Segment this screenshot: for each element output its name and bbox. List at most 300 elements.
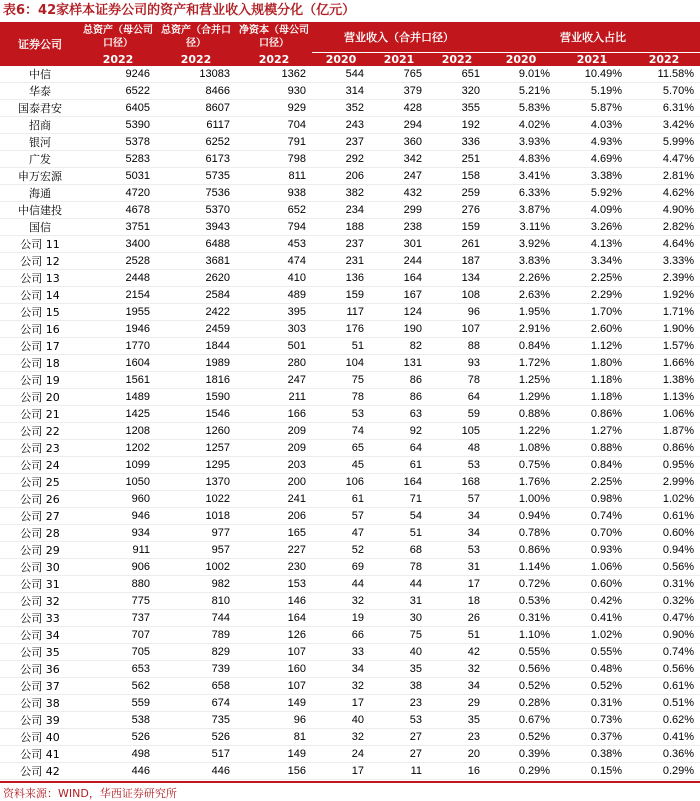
value-cell: 2620 <box>156 270 236 287</box>
value-cell: 4.90% <box>628 202 700 219</box>
value-cell: 526 <box>156 729 236 746</box>
value-cell: 336 <box>428 134 486 151</box>
value-cell: 211 <box>236 389 312 406</box>
value-cell: 0.74% <box>628 644 700 661</box>
value-cell: 107 <box>428 321 486 338</box>
value-cell: 1.80% <box>556 355 628 372</box>
value-cell: 1202 <box>80 440 156 457</box>
value-cell: 106 <box>312 474 370 491</box>
value-cell: 160 <box>236 661 312 678</box>
value-cell: 791 <box>236 134 312 151</box>
table-row <box>0 644 700 661</box>
value-cell: 395 <box>236 304 312 321</box>
value-cell: 929 <box>236 100 312 117</box>
value-cell: 51 <box>370 525 428 542</box>
value-cell: 6488 <box>156 236 236 253</box>
company-name-cell: 公司 38 <box>0 695 80 712</box>
value-cell: 5370 <box>156 202 236 219</box>
value-cell: 2422 <box>156 304 236 321</box>
value-cell: 811 <box>236 168 312 185</box>
value-cell: 2.60% <box>556 321 628 338</box>
value-cell: 59 <box>428 406 486 423</box>
header-year: 2022 <box>156 53 236 67</box>
table-row <box>0 763 700 780</box>
value-cell: 4.09% <box>556 202 628 219</box>
value-cell: 206 <box>312 168 370 185</box>
table-row <box>0 389 700 406</box>
value-cell: 739 <box>156 661 236 678</box>
value-cell: 342 <box>370 151 428 168</box>
value-cell: 11.58% <box>628 66 700 83</box>
value-cell: 2.91% <box>486 321 556 338</box>
table-row <box>0 712 700 729</box>
value-cell: 209 <box>236 440 312 457</box>
value-cell: 0.55% <box>556 644 628 661</box>
value-cell: 164 <box>236 610 312 627</box>
value-cell: 0.86% <box>486 542 556 559</box>
value-cell: 562 <box>80 678 156 695</box>
value-cell: 5378 <box>80 134 156 151</box>
table-row <box>0 695 700 712</box>
table-row <box>0 661 700 678</box>
value-cell: 3.11% <box>486 219 556 236</box>
value-cell: 96 <box>236 712 312 729</box>
header-year: 2020 <box>312 53 370 67</box>
value-cell: 230 <box>236 559 312 576</box>
value-cell: 1425 <box>80 406 156 423</box>
company-name-cell: 公司 29 <box>0 542 80 559</box>
value-cell: 789 <box>156 627 236 644</box>
value-cell: 53 <box>428 457 486 474</box>
value-cell: 276 <box>428 202 486 219</box>
value-cell: 707 <box>80 627 156 644</box>
value-cell: 1.12% <box>556 338 628 355</box>
company-name-cell: 公司 25 <box>0 474 80 491</box>
value-cell: 4678 <box>80 202 156 219</box>
value-cell: 906 <box>80 559 156 576</box>
value-cell: 299 <box>370 202 428 219</box>
value-cell: 1.02% <box>628 491 700 508</box>
value-cell: 34 <box>428 525 486 542</box>
value-cell: 1257 <box>156 440 236 457</box>
table-row <box>0 440 700 457</box>
value-cell: 1.57% <box>628 338 700 355</box>
value-cell: 158 <box>428 168 486 185</box>
value-cell: 934 <box>80 525 156 542</box>
value-cell: 1370 <box>156 474 236 491</box>
value-cell: 168 <box>428 474 486 491</box>
value-cell: 1489 <box>80 389 156 406</box>
company-name-cell: 银河 <box>0 134 80 151</box>
value-cell: 1989 <box>156 355 236 372</box>
value-cell: 1.08% <box>486 440 556 457</box>
value-cell: 0.94% <box>486 508 556 525</box>
company-name-cell: 公司 23 <box>0 440 80 457</box>
value-cell: 303 <box>236 321 312 338</box>
value-cell: 1955 <box>80 304 156 321</box>
value-cell: 2.26% <box>486 270 556 287</box>
value-cell: 1022 <box>156 491 236 508</box>
value-cell: 23 <box>428 729 486 746</box>
value-cell: 86 <box>370 372 428 389</box>
value-cell: 52 <box>312 542 370 559</box>
value-cell: 30 <box>370 610 428 627</box>
value-cell: 559 <box>80 695 156 712</box>
value-cell: 474 <box>236 253 312 270</box>
value-cell: 2459 <box>156 321 236 338</box>
company-name-cell: 申万宏源 <box>0 168 80 185</box>
value-cell: 653 <box>80 661 156 678</box>
company-name-cell: 公司 19 <box>0 372 80 389</box>
value-cell: 2584 <box>156 287 236 304</box>
value-cell: 0.32% <box>628 593 700 610</box>
value-cell: 1018 <box>156 508 236 525</box>
value-cell: 0.55% <box>486 644 556 661</box>
value-cell: 192 <box>428 117 486 134</box>
value-cell: 23 <box>370 695 428 712</box>
value-cell: 446 <box>156 763 236 780</box>
value-cell: 64 <box>370 440 428 457</box>
value-cell: 63 <box>370 406 428 423</box>
value-cell: 19 <box>312 610 370 627</box>
table-row <box>0 508 700 525</box>
value-cell: 982 <box>156 576 236 593</box>
table-row <box>0 576 700 593</box>
table-row <box>0 457 700 474</box>
header-company: 证券公司 <box>0 22 80 66</box>
value-cell: 61 <box>312 491 370 508</box>
table-row <box>0 168 700 185</box>
company-name-cell: 公司 12 <box>0 253 80 270</box>
value-cell: 292 <box>312 151 370 168</box>
value-cell: 10.49% <box>556 66 628 83</box>
value-cell: 4.02% <box>486 117 556 134</box>
value-cell: 651 <box>428 66 486 83</box>
value-cell: 410 <box>236 270 312 287</box>
value-cell: 259 <box>428 185 486 202</box>
value-cell: 428 <box>370 100 428 117</box>
value-cell: 946 <box>80 508 156 525</box>
value-cell: 51 <box>312 338 370 355</box>
value-cell: 166 <box>236 406 312 423</box>
value-cell: 0.52% <box>556 678 628 695</box>
value-cell: 149 <box>236 746 312 763</box>
table-row <box>0 321 700 338</box>
value-cell: 0.56% <box>628 559 700 576</box>
value-cell: 382 <box>312 185 370 202</box>
value-cell: 2.29% <box>556 287 628 304</box>
value-cell: 32 <box>312 729 370 746</box>
value-cell: 658 <box>156 678 236 695</box>
value-cell: 652 <box>236 202 312 219</box>
value-cell: 17 <box>312 695 370 712</box>
value-cell: 1.18% <box>556 389 628 406</box>
value-cell: 104 <box>312 355 370 372</box>
value-cell: 251 <box>428 151 486 168</box>
value-cell: 280 <box>236 355 312 372</box>
header-year: 2022 <box>428 53 486 67</box>
value-cell: 674 <box>156 695 236 712</box>
value-cell: 57 <box>312 508 370 525</box>
value-cell: 187 <box>428 253 486 270</box>
value-cell: 4720 <box>80 185 156 202</box>
value-cell: 17 <box>428 576 486 593</box>
company-name-cell: 华泰 <box>0 83 80 100</box>
value-cell: 960 <box>80 491 156 508</box>
table-row <box>0 746 700 763</box>
securities-table <box>0 22 700 780</box>
value-cell: 0.47% <box>628 610 700 627</box>
company-name-cell: 公司 36 <box>0 661 80 678</box>
value-cell: 1.76% <box>486 474 556 491</box>
value-cell: 17 <box>312 763 370 780</box>
value-cell: 34 <box>428 678 486 695</box>
value-cell: 1.18% <box>556 372 628 389</box>
value-cell: 0.56% <box>486 661 556 678</box>
header-year: 2022 <box>236 53 312 67</box>
value-cell: 32 <box>312 593 370 610</box>
value-cell: 34 <box>312 661 370 678</box>
value-cell: 1.10% <box>486 627 556 644</box>
table-row <box>0 270 700 287</box>
value-cell: 0.88% <box>486 406 556 423</box>
value-cell: 93 <box>428 355 486 372</box>
value-cell: 47 <box>312 525 370 542</box>
table-row <box>0 66 700 83</box>
header-total-assets-parent: 总资产（母公司口径） <box>80 22 156 53</box>
value-cell: 301 <box>370 236 428 253</box>
value-cell: 314 <box>312 83 370 100</box>
value-cell: 2.39% <box>628 270 700 287</box>
value-cell: 261 <box>428 236 486 253</box>
value-cell: 794 <box>236 219 312 236</box>
value-cell: 5390 <box>80 117 156 134</box>
value-cell: 0.72% <box>486 576 556 593</box>
value-cell: 1770 <box>80 338 156 355</box>
value-cell: 0.31% <box>628 576 700 593</box>
value-cell: 0.42% <box>556 593 628 610</box>
value-cell: 4.13% <box>556 236 628 253</box>
value-cell: 1.13% <box>628 389 700 406</box>
value-cell: 4.03% <box>556 117 628 134</box>
value-cell: 2154 <box>80 287 156 304</box>
company-name-cell: 公司 30 <box>0 559 80 576</box>
value-cell: 1.92% <box>628 287 700 304</box>
value-cell: 237 <box>312 236 370 253</box>
value-cell: 0.98% <box>556 491 628 508</box>
value-cell: 0.67% <box>486 712 556 729</box>
table-row <box>0 372 700 389</box>
company-name-cell: 公司 28 <box>0 525 80 542</box>
value-cell: 1546 <box>156 406 236 423</box>
value-cell: 5.83% <box>486 100 556 117</box>
value-cell: 829 <box>156 644 236 661</box>
value-cell: 136 <box>312 270 370 287</box>
value-cell: 40 <box>370 644 428 661</box>
value-cell: 3.34% <box>556 253 628 270</box>
table-row <box>0 287 700 304</box>
value-cell: 0.36% <box>628 746 700 763</box>
value-cell: 164 <box>370 270 428 287</box>
value-cell: 4.69% <box>556 151 628 168</box>
value-cell: 38 <box>370 678 428 695</box>
value-cell: 82 <box>370 338 428 355</box>
value-cell: 134 <box>428 270 486 287</box>
value-cell: 13083 <box>156 66 236 83</box>
value-cell: 1.71% <box>628 304 700 321</box>
value-cell: 1.38% <box>628 372 700 389</box>
value-cell: 237 <box>312 134 370 151</box>
value-cell: 0.90% <box>628 627 700 644</box>
value-cell: 78 <box>312 389 370 406</box>
company-name-cell: 公司 24 <box>0 457 80 474</box>
value-cell: 1.22% <box>486 423 556 440</box>
table-row <box>0 423 700 440</box>
value-cell: 244 <box>370 253 428 270</box>
value-cell: 48 <box>428 440 486 457</box>
value-cell: 3.42% <box>628 117 700 134</box>
value-cell: 1604 <box>80 355 156 372</box>
value-cell: 1295 <box>156 457 236 474</box>
table-row <box>0 219 700 236</box>
value-cell: 957 <box>156 542 236 559</box>
company-name-cell: 公司 16 <box>0 321 80 338</box>
value-cell: 74 <box>312 423 370 440</box>
company-name-cell: 公司 37 <box>0 678 80 695</box>
value-cell: 0.84% <box>486 338 556 355</box>
table-row <box>0 202 700 219</box>
value-cell: 2528 <box>80 253 156 270</box>
value-cell: 64 <box>428 389 486 406</box>
value-cell: 810 <box>156 593 236 610</box>
value-cell: 0.84% <box>556 457 628 474</box>
value-cell: 0.39% <box>486 746 556 763</box>
value-cell: 0.60% <box>556 576 628 593</box>
value-cell: 2448 <box>80 270 156 287</box>
value-cell: 75 <box>312 372 370 389</box>
value-cell: 1561 <box>80 372 156 389</box>
value-cell: 164 <box>370 474 428 491</box>
value-cell: 1.06% <box>556 559 628 576</box>
table-row <box>0 338 700 355</box>
value-cell: 2.25% <box>556 270 628 287</box>
value-cell: 32 <box>428 661 486 678</box>
value-cell: 1050 <box>80 474 156 491</box>
value-cell: 18 <box>428 593 486 610</box>
value-cell: 0.73% <box>556 712 628 729</box>
value-cell: 32 <box>312 678 370 695</box>
value-cell: 3.87% <box>486 202 556 219</box>
table-header <box>0 22 700 66</box>
value-cell: 4.64% <box>628 236 700 253</box>
header-year: 2022 <box>628 53 700 67</box>
value-cell: 1946 <box>80 321 156 338</box>
value-cell: 1.70% <box>556 304 628 321</box>
value-cell: 5.19% <box>556 83 628 100</box>
value-cell: 294 <box>370 117 428 134</box>
company-name-cell: 公司 39 <box>0 712 80 729</box>
value-cell: 0.86% <box>556 406 628 423</box>
value-cell: 108 <box>428 287 486 304</box>
value-cell: 765 <box>370 66 428 83</box>
value-cell: 0.37% <box>556 729 628 746</box>
header-year: 2022 <box>80 53 156 67</box>
table-row <box>0 729 700 746</box>
company-name-cell: 公司 33 <box>0 610 80 627</box>
value-cell: 167 <box>370 287 428 304</box>
value-cell: 880 <box>80 576 156 593</box>
value-cell: 159 <box>312 287 370 304</box>
company-name-cell: 公司 35 <box>0 644 80 661</box>
table-row <box>0 593 700 610</box>
value-cell: 209 <box>236 423 312 440</box>
company-name-cell: 公司 31 <box>0 576 80 593</box>
value-cell: 705 <box>80 644 156 661</box>
table-row <box>0 627 700 644</box>
table-row <box>0 406 700 423</box>
value-cell: 517 <box>156 746 236 763</box>
value-cell: 238 <box>370 219 428 236</box>
source-note: 资料来源：WIND，华西证券研究所 <box>3 787 177 800</box>
value-cell: 53 <box>312 406 370 423</box>
company-name-cell: 公司 18 <box>0 355 80 372</box>
value-cell: 0.31% <box>556 695 628 712</box>
value-cell: 117 <box>312 304 370 321</box>
value-cell: 227 <box>236 542 312 559</box>
value-cell: 1.72% <box>486 355 556 372</box>
value-cell: 0.62% <box>628 712 700 729</box>
table-bottom-rule <box>0 781 700 783</box>
header-revenue: 营业收入（合并口径） <box>312 22 486 53</box>
value-cell: 0.41% <box>556 610 628 627</box>
company-name-cell: 公司 11 <box>0 236 80 253</box>
table-row <box>0 474 700 491</box>
value-cell: 744 <box>156 610 236 627</box>
value-cell: 126 <box>236 627 312 644</box>
value-cell: 16 <box>428 763 486 780</box>
header-revenue-share: 营业收入占比 <box>486 22 700 53</box>
value-cell: 0.88% <box>556 440 628 457</box>
value-cell: 0.74% <box>556 508 628 525</box>
value-cell: 8466 <box>156 83 236 100</box>
value-cell: 3751 <box>80 219 156 236</box>
value-cell: 0.93% <box>556 542 628 559</box>
value-cell: 0.29% <box>486 763 556 780</box>
value-cell: 6117 <box>156 117 236 134</box>
company-name-cell: 公司 42 <box>0 763 80 780</box>
value-cell: 5735 <box>156 168 236 185</box>
header-total-assets-consolidated: 总资产（合并口径） <box>156 22 236 53</box>
value-cell: 1.14% <box>486 559 556 576</box>
header-year: 2021 <box>556 53 628 67</box>
value-cell: 1844 <box>156 338 236 355</box>
value-cell: 65 <box>312 440 370 457</box>
value-cell: 5031 <box>80 168 156 185</box>
value-cell: 66 <box>312 627 370 644</box>
value-cell: 96 <box>428 304 486 321</box>
value-cell: 3.26% <box>556 219 628 236</box>
value-cell: 6.33% <box>486 185 556 202</box>
table-row <box>0 491 700 508</box>
value-cell: 1816 <box>156 372 236 389</box>
table-title: 表6：42家样本证券公司的资产和营业收入规模分化（亿元） <box>3 3 356 18</box>
value-cell: 352 <box>312 100 370 117</box>
value-cell: 51 <box>428 627 486 644</box>
value-cell: 0.38% <box>556 746 628 763</box>
value-cell: 247 <box>370 168 428 185</box>
value-cell: 0.52% <box>486 729 556 746</box>
value-cell: 206 <box>236 508 312 525</box>
